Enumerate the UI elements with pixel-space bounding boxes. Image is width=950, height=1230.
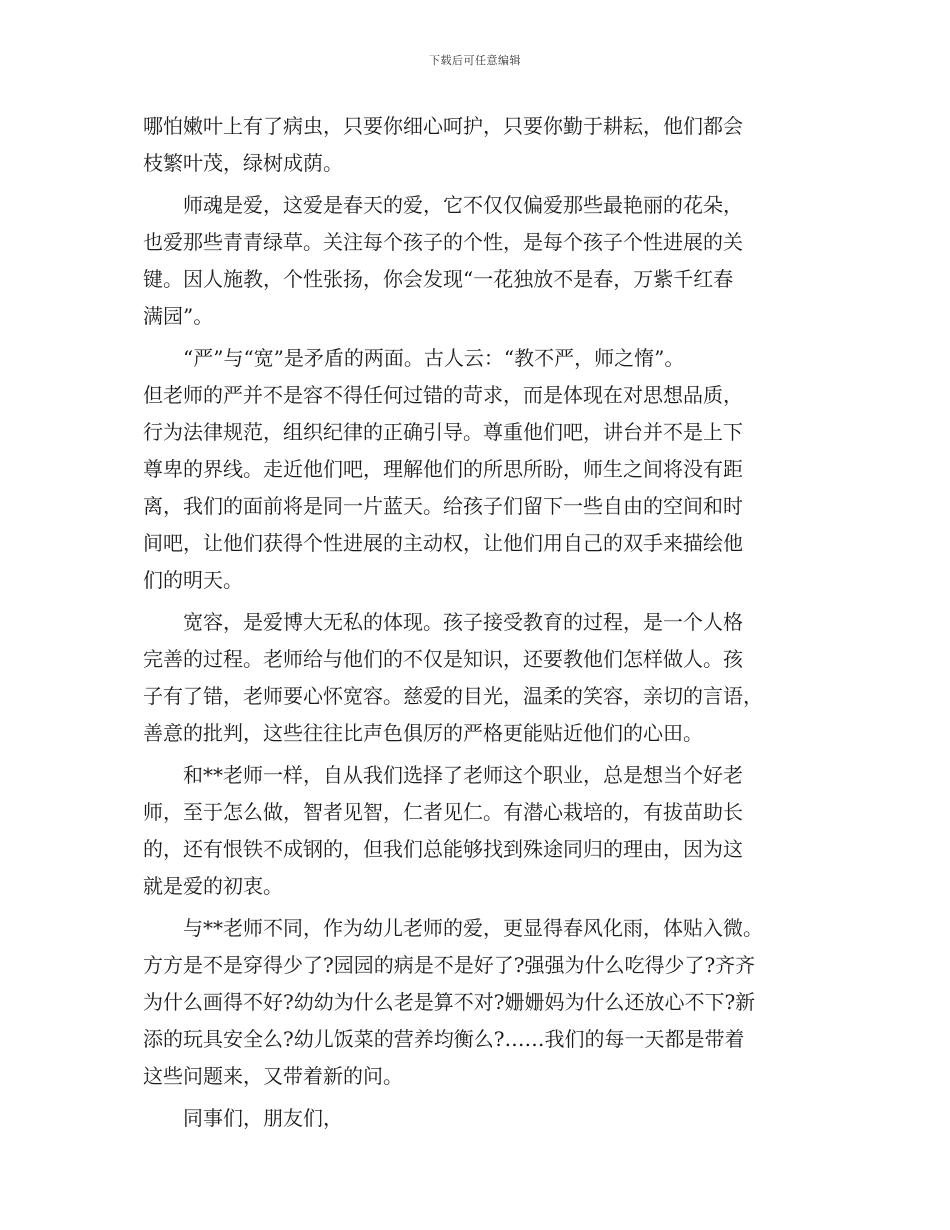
paragraph	[143, 340, 813, 599]
text-line: 这些问题来，又带着新的问。	[143, 1064, 403, 1088]
text-line: 键。因人施教，个性张扬，你会发现“一花独放不是春，万紫千红春	[143, 267, 734, 291]
document-body	[143, 108, 813, 1137]
text-line: 为什么画得不好?幼幼为什么老是算不对?姗姗妈为什么还放心不下?新	[143, 990, 756, 1014]
text-line: 枝繁叶茂，绿树成荫。	[143, 151, 343, 175]
text-line: 但老师的严并不是容不得任何过错的苛求，而是体现在对思想品质，	[143, 383, 743, 407]
text-line: 完善的过程。老师给与他们的不仅是知识，还要教他们怎样做人。孩	[143, 647, 743, 671]
text-line: 们的明天。	[143, 568, 243, 592]
text-line: 间吧，让他们获得个性进展的主动权，让他们用自己的双手来描绘他	[143, 531, 743, 555]
text-line: 哪怕嫩叶上有了病虫，只要你细心呵护，只要你勤于耕耘，他们都会	[143, 114, 743, 138]
paragraph	[143, 1100, 813, 1137]
text-line: 添的玩具安全么?幼儿饭菜的营养均衡么?……我们的每一天都是带着	[143, 1027, 745, 1051]
page-header: 下载后可任意编辑	[429, 54, 521, 67]
text-line: 就是爱的初衷。	[143, 874, 283, 898]
text-line: 也爱那些青青绿草。关注每个孩子的个性，是每个孩子个性进展的关	[143, 230, 743, 254]
text-line: 子有了错，老师要心怀宽容。慈爱的目光，温柔的笑容，亲切的言语，	[143, 684, 763, 708]
text-line: 宽容，是爱博大无私的体现。孩子接受教育的过程，是一个人格	[143, 610, 743, 634]
text-line: 师魂是爱，这爱是春天的爱，它不仅仅偏爱那些最艳丽的花朵，	[143, 193, 743, 217]
paragraph	[143, 910, 813, 1095]
text-line: 的，还有恨铁不成钢的，但我们总能够找到殊途同归的理由，因为这	[143, 837, 743, 861]
paragraph	[143, 187, 813, 335]
text-line: 方方是不是穿得少了?园园的病是不是好了?强强为什么吃得少了?齐齐	[143, 953, 756, 977]
text-line: 和**老师一样，自从我们选择了老师这个职业，总是想当个好老	[143, 763, 743, 787]
text-line: 师，至于怎么做，智者见智，仁者见仁。有潜心栽培的，有拔苗助长	[143, 800, 743, 824]
text-line: 尊卑的界线。走近他们吧，理解他们的所思所盼，师生之间将没有距	[143, 457, 743, 481]
paragraph	[143, 604, 813, 752]
text-line: 同事们，朋友们，	[143, 1106, 343, 1130]
text-line: 行为法律规范，组织纪律的正确引导。尊重他们吧，讲台并不是上下	[143, 420, 743, 444]
text-line: “严”与“宽”是矛盾的两面。古人云：“教不严，师之惰”。	[143, 346, 685, 370]
paragraph	[143, 757, 813, 905]
text-line: 离，我们的面前将是同一片蓝天。给孩子们留下一些自由的空间和时	[143, 494, 743, 518]
text-line: 善意的批判，这些往往比声色俱厉的严格更能贴近他们的心田。	[143, 721, 703, 745]
paragraph	[143, 108, 813, 182]
text-line: 满园”。	[143, 304, 214, 328]
text-line: 与**老师不同，作为幼儿老师的爱，更显得春风化雨，体贴入微。	[143, 916, 763, 940]
